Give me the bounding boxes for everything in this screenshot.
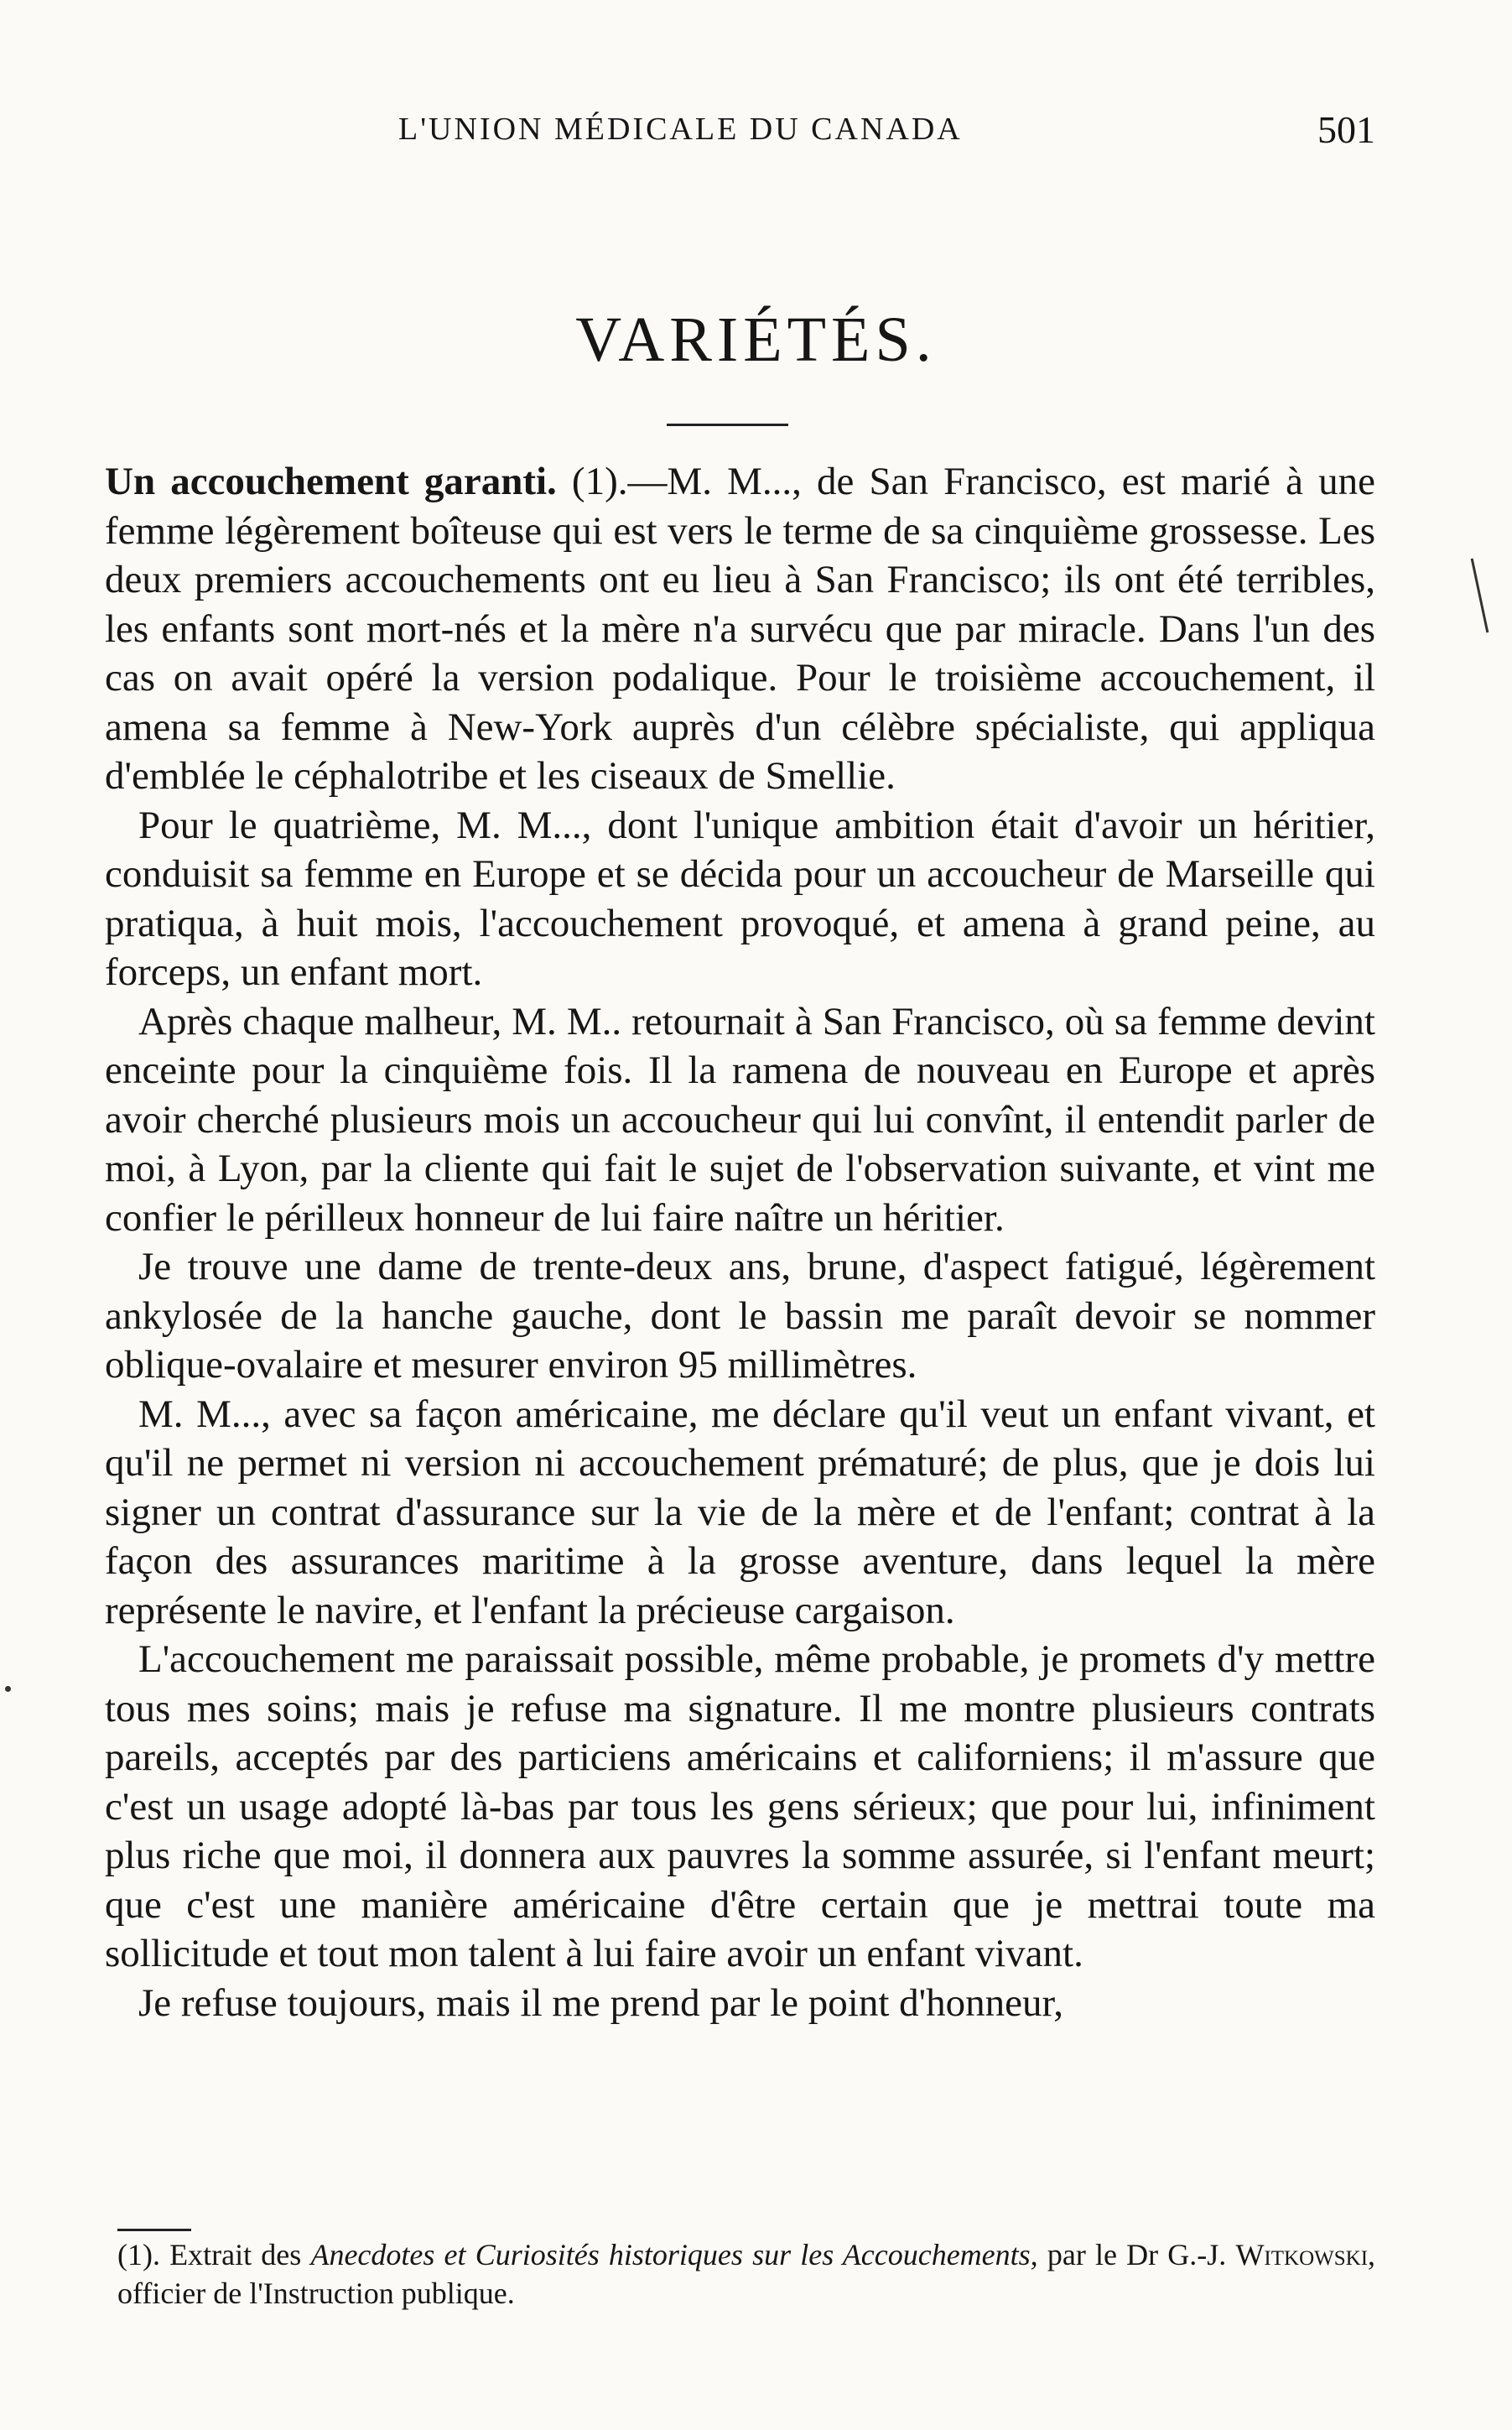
page-number: 501 <box>1317 108 1375 151</box>
page-header <box>109 107 1375 154</box>
running-head: L'UNION MÉDICALE DU CANADA <box>398 112 963 147</box>
footnote-rule <box>117 2229 191 2231</box>
section-title: VARIÉTÉS. <box>575 304 937 375</box>
paragraph-1-text: —M. M..., de San Francisco, est marié à une femme légèrement boîteuse qui est vers le terme de sa cinquième grossesse. Les deux premiers accouchements ont eu lieu à San Francisco; ils ont été terribles, les enfants sont mort-nés et la mère n'a survécu que par miracle. Dans l'un des cas on avait opéré la version podalique. Pour le troisième accouchement, il amena sa femme à New-York auprès d'un célèbre spécialiste, qui appliqua d'emblée le céphalotribe et les ciseaux de Smellie. <box>105 460 1375 798</box>
paragraph-2: Pour le quatrième, M. M..., dont l'unique ambition était d'avoir un héritier, conduisit sa femme en Europe et se décida pour un accoucheur de Marseille qui pratiqua, à huit mois, l'accouchement provoqué, et amena à grand peine, au forceps, un enfant mort. <box>105 803 1375 994</box>
article-body <box>105 457 1375 2027</box>
footnote-text-by: par le Dr G.-J. <box>1037 2238 1236 2271</box>
margin-dot <box>5 1686 11 1692</box>
paragraph-1 <box>105 457 1375 801</box>
paragraph-7: Je refuse toujours, mais il me prend par le point d'honneur, <box>138 1980 1063 2025</box>
paragraph-3: Après chaque malheur, M. M.. retournait à San Francisco, où sa femme devint enceinte pour la cinquième fois. Il la ramena de nouveau en Europe et après avoir cherché plusieurs mois un accoucheur qui lui convînt, il entendit parler de moi, à Lyon, par la cliente qui fait le sujet de l'observation suivante, et vint me confier le périlleux honneur de lui faire naître un héritier. <box>105 999 1375 1240</box>
footnote <box>117 2235 1375 2313</box>
paragraph-6: L'accouchement me paraissait possible, même probable, je promets d'y mettre tous mes soins; mais je refuse ma signature. Il me montre plusieurs contrats pareils, acceptés par des particiens américains et californiens; il m'assure que c'est un usage adopté là-bas par tous les gens sérieux; que pour lui, infiniment plus riche que moi, il donnera aux pauvres la somme assurée, si l'enfant meurt; que c'est une manière américaine d'être certain que je mettrai toute ma sollicitude et tout mon talent à lui faire avoir un enfant vivant. <box>105 1637 1375 1975</box>
footnote-text-after: , officier de l'Instruction publique. <box>117 2238 1376 2310</box>
title-rule <box>667 424 788 426</box>
footnote-author: Witkowski <box>1235 2238 1369 2271</box>
footnote-text-before: Extrait des <box>159 2238 311 2271</box>
article-title: Un accouchement garanti. <box>105 460 557 503</box>
footnote-work-title: Anecdotes et Curiosités historiques sur les Accouchements, <box>310 2238 1038 2271</box>
paragraph-5: M. M..., avec sa façon américaine, me déclare qu'il veut un enfant vivant, et qu'il ne permet ni version ni accouchement prématuré; de plus, que je dois lui signer un contrat d'assurance sur la vie de la mère et de l'enfant; contrat à la façon des assurances maritime à la grosse aventure, dans lequel la mère représente le navire, et l'enfant la précieuse cargaison. <box>105 1392 1375 1632</box>
footnote-marker: (1). <box>117 2238 160 2271</box>
margin-mark <box>1471 559 1489 633</box>
footnote-ref: (1). <box>571 460 628 503</box>
paragraph-4: Je trouve une dame de trente-deux ans, brune, d'aspect fatigué, légèrement ankylosée de la hanche gauche, dont le bassin me paraît devoir se nommer oblique-ovalaire et mesurer environ 95 millimètres. <box>105 1245 1375 1387</box>
